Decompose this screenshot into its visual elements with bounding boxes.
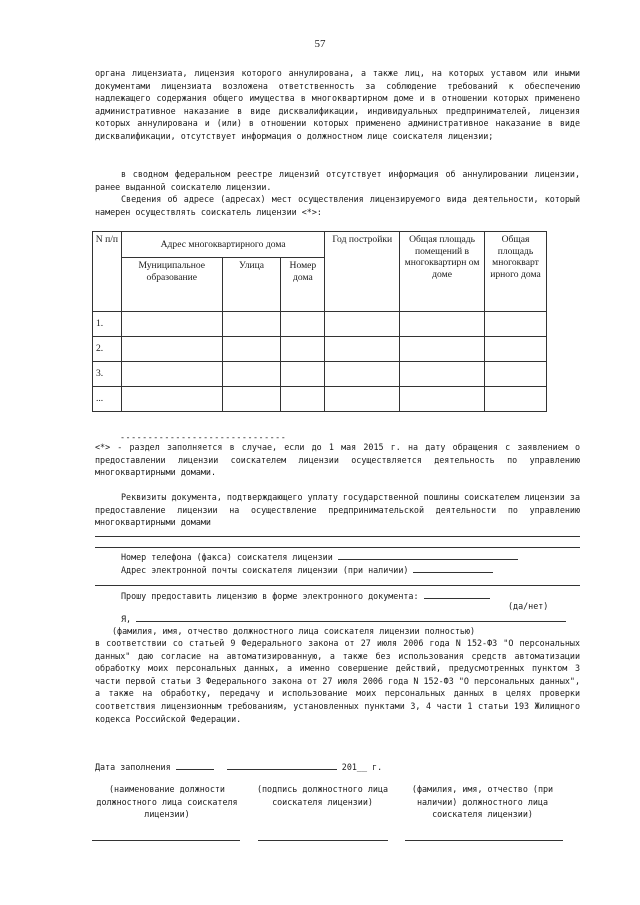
address-intro: Сведения об адресе (адресах) мест осуществления лицензируемого вида деятельности, который намерен осуществлять соискатель лицензии <*>: (95, 194, 580, 217)
consent-name-hint: (фамилия, имя, отчество должностного лица соискателя лицензии полностью) (112, 626, 476, 636)
sig-position-line[interactable] (92, 840, 240, 841)
header-area-premises: Общая площадь помещений в многоквартирн ом доме (400, 232, 485, 312)
footnote: <*> - раздел заполняется в случае, если до 1 мая 2015 г. на дату обращения с заявлением о предоставлении лицензии соискателем лицензии осуществляется деятельность по управлению многоквартирными домами. (95, 442, 580, 478)
yes-no-hint: (да/нет) (508, 601, 549, 611)
row-number: 3. (93, 362, 122, 387)
requisites-line (95, 547, 580, 548)
sig-position-hint: (наименование должности должностного лица соискателя лицензии) (96, 784, 238, 820)
row-number: ... (93, 387, 122, 412)
consent-name-field[interactable] (136, 612, 566, 622)
sig-signature-hint: (подпись должностного лица соискателя лицензии) (256, 784, 389, 807)
table-row (93, 337, 547, 362)
email-label: Адрес электронной почты соискателя лицензии (при наличии) (121, 565, 409, 575)
address-table (92, 231, 547, 412)
page-number: 57 (314, 38, 326, 50)
intro-paragraph: органа лицензиата, лицензия которого аннулирована, а также лиц, на которых уставом или иными документами лицензиата возложена ответственность за соблюдение требований к обеспечению надлежащего содержания общего имущества в многоквартирном доме и в отношении которых применено административное наказание в виде дисквалификации, индивидуальных предпринимателей, лицензия которых аннулирована и (или) в отношении которых применено административное наказание в виде дисквалификации, отсутствует информация о должностном лице соискателя лицензии; (95, 68, 580, 141)
header-area-house: Общая площадь многокварт ирного дома (485, 232, 547, 312)
date-day-field[interactable] (176, 760, 214, 770)
registry-paragraph: в сводном федеральном реестре лицензий отсутствует информация об аннулировании лицензии, ранее выданной соискателю лицензии. (95, 169, 580, 192)
email-line (95, 585, 580, 586)
sig-name-hint: (фамилия, имя, отчество (при наличии) должностного лица соискателя лицензии) (411, 784, 554, 820)
sig-name-line[interactable] (405, 840, 563, 841)
row-number: 2. (93, 337, 122, 362)
date-label: Дата заполнения (95, 762, 171, 772)
header-municipal: Муниципальное образование (121, 258, 222, 312)
date-row (95, 760, 580, 774)
phone-field[interactable] (338, 550, 518, 560)
consent-text: в соответствии со статьей 9 Федерального закона от 27 июля 2006 года N 152-ФЗ "О персональных данных" даю согласие на автоматизированную, а также без использования средств автоматизации обработку моих персональных данных, а именно совершение действий, предусмотренных пунктом 3 части первой статьи 3 Федерального закона от 27 июля 2006 года N 152-ФЗ "О персональных данных", а также на обработку, передачу и использование моих персональных данных в целях проверки соответствия лицензионным требованиям, установленных пунктами 3, 4 части 1 статьи 193 Жилищного кодекса Российской Федерации. (95, 638, 580, 724)
electronic-request: Прошу предоставить лицензию в форме электронного документа: (121, 591, 419, 601)
sig-signature-line[interactable] (258, 840, 388, 841)
header-num: N п/п (93, 232, 122, 312)
email-row (95, 563, 580, 577)
table-row (93, 387, 547, 412)
footnote-separator: ------------------------------ (120, 432, 287, 442)
header-house: Номер дома (281, 258, 325, 312)
date-month-field[interactable] (227, 760, 337, 770)
requisites-line (95, 536, 580, 537)
consent-name-row (95, 612, 580, 626)
email-field[interactable] (413, 563, 493, 573)
requisites-paragraph: Реквизиты документа, подтверждающего уплату государственной пошлины соискателем лицензии за предоставление лицензии на осуществление предпринимательской деятельности по управлению многоквартирными домами (95, 492, 580, 528)
phone-label: Номер телефона (факса) соискателя лицензии (121, 552, 333, 562)
date-year: 201__ г. (341, 762, 383, 772)
row-number: 1. (93, 312, 122, 337)
table-row (93, 312, 547, 337)
phone-row (95, 550, 580, 564)
header-street: Улица (222, 258, 281, 312)
table-row (93, 362, 547, 387)
consent-i: Я, (121, 614, 132, 624)
table-header-row (93, 232, 547, 258)
electronic-field[interactable] (424, 589, 490, 599)
header-year: Год постройки (325, 232, 400, 312)
header-address: Адрес многоквартирного дома (121, 232, 324, 258)
